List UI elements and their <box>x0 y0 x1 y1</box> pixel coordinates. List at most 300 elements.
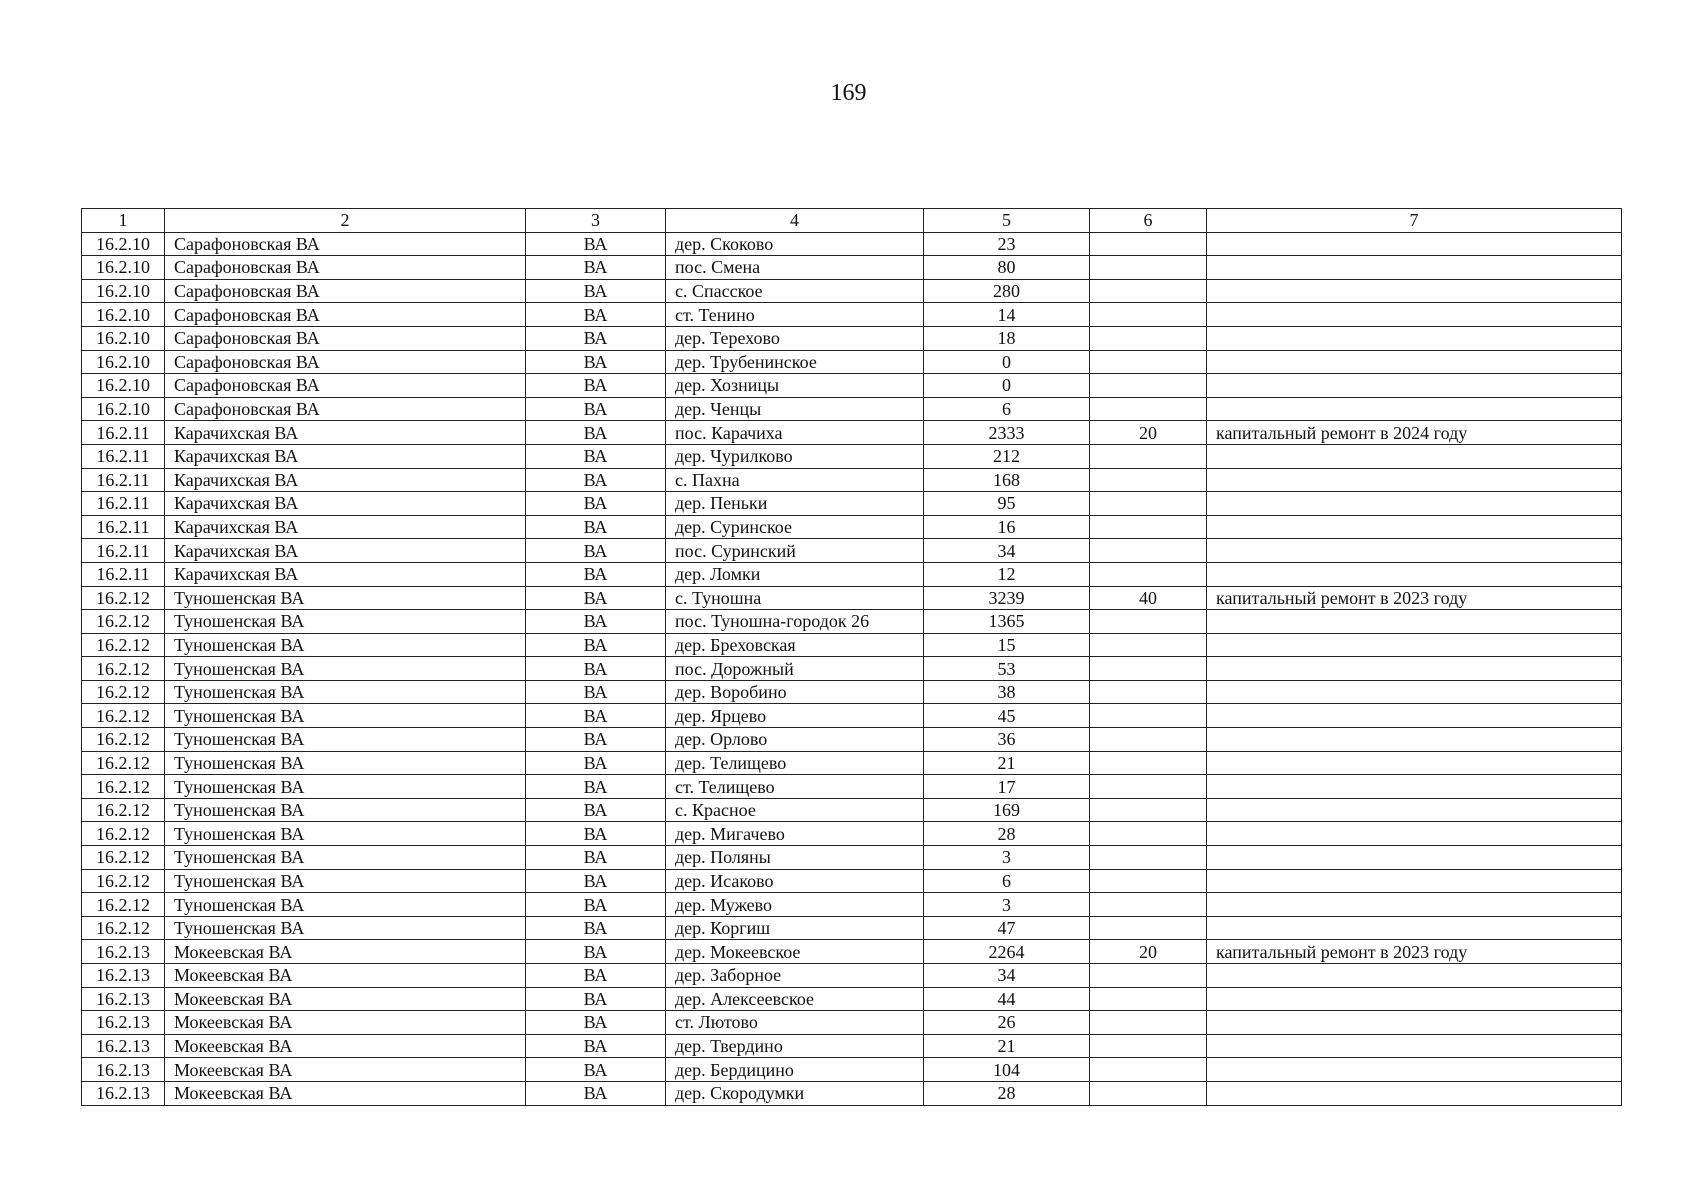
population-cell: 26 <box>924 1011 1090 1035</box>
table-row <box>82 916 1622 940</box>
settlement-cell: дер. Твердино <box>666 1034 924 1058</box>
item-code-cell: 16.2.11 <box>82 515 165 539</box>
administration-name-cell: Туношенская ВА <box>165 751 526 775</box>
settlement-cell: с. Красное <box>666 798 924 822</box>
item-code-cell: 16.2.13 <box>82 1081 165 1105</box>
settlement-cell: дер. Заборное <box>666 964 924 988</box>
value-6-cell <box>1090 987 1207 1011</box>
administration-name-cell: Сарафоновская ВА <box>165 279 526 303</box>
item-code-cell: 16.2.11 <box>82 492 165 516</box>
value-6-cell <box>1090 728 1207 752</box>
value-6-cell <box>1090 633 1207 657</box>
table-row <box>82 987 1622 1011</box>
population-cell: 0 <box>924 350 1090 374</box>
table-row <box>82 940 1622 964</box>
type-cell: ВА <box>526 893 666 917</box>
table-row <box>82 421 1622 445</box>
page-number: 169 <box>830 80 867 106</box>
population-cell: 95 <box>924 492 1090 516</box>
table-row <box>82 775 1622 799</box>
type-cell: ВА <box>526 657 666 681</box>
population-cell: 3239 <box>924 586 1090 610</box>
table-row <box>82 232 1622 256</box>
administration-name-cell: Карачихская ВА <box>165 444 526 468</box>
table-row <box>82 869 1622 893</box>
type-cell: ВА <box>526 940 666 964</box>
note-cell <box>1207 798 1622 822</box>
item-code-cell: 16.2.11 <box>82 539 165 563</box>
value-6-cell <box>1090 657 1207 681</box>
type-cell: ВА <box>526 680 666 704</box>
note-cell <box>1207 350 1622 374</box>
type-cell: ВА <box>526 1081 666 1105</box>
administration-name-cell: Карачихская ВА <box>165 468 526 492</box>
value-6-cell <box>1090 1034 1207 1058</box>
table-row <box>82 964 1622 988</box>
administration-name-cell: Мокеевская ВА <box>165 964 526 988</box>
population-cell: 34 <box>924 539 1090 563</box>
administration-name-cell: Мокеевская ВА <box>165 1058 526 1082</box>
administration-name-cell: Мокеевская ВА <box>165 1081 526 1105</box>
settlement-cell: пос. Дорожный <box>666 657 924 681</box>
value-6-cell <box>1090 704 1207 728</box>
item-code-cell: 16.2.12 <box>82 916 165 940</box>
administration-name-cell: Сарафоновская ВА <box>165 374 526 398</box>
table-row <box>82 586 1622 610</box>
population-cell: 6 <box>924 397 1090 421</box>
population-cell: 14 <box>924 303 1090 327</box>
population-cell: 45 <box>924 704 1090 728</box>
type-cell: ВА <box>526 492 666 516</box>
administration-name-cell: Туношенская ВА <box>165 869 526 893</box>
item-code-cell: 16.2.11 <box>82 562 165 586</box>
table-row <box>82 444 1622 468</box>
settlement-cell: дер. Ломки <box>666 562 924 586</box>
administration-name-cell: Сарафоновская ВА <box>165 303 526 327</box>
settlement-cell: дер. Алексеевское <box>666 987 924 1011</box>
note-cell <box>1207 279 1622 303</box>
type-cell: ВА <box>526 869 666 893</box>
note-cell <box>1207 444 1622 468</box>
population-cell: 169 <box>924 798 1090 822</box>
administration-name-cell: Мокеевская ВА <box>165 987 526 1011</box>
item-code-cell: 16.2.12 <box>82 775 165 799</box>
note-cell <box>1207 1081 1622 1105</box>
administration-name-cell: Карачихская ВА <box>165 492 526 516</box>
value-6-cell <box>1090 397 1207 421</box>
settlement-cell: дер. Скоково <box>666 232 924 256</box>
note-cell <box>1207 869 1622 893</box>
value-6-cell <box>1090 444 1207 468</box>
value-6-cell: 20 <box>1090 421 1207 445</box>
note-cell <box>1207 256 1622 280</box>
value-6-cell <box>1090 869 1207 893</box>
administration-name-cell: Сарафоновская ВА <box>165 397 526 421</box>
population-cell: 21 <box>924 751 1090 775</box>
value-6-cell <box>1090 846 1207 870</box>
item-code-cell: 16.2.12 <box>82 610 165 634</box>
column-header: 6 <box>1090 209 1207 233</box>
population-cell: 18 <box>924 326 1090 350</box>
administration-name-cell: Туношенская ВА <box>165 633 526 657</box>
settlement-cell: дер. Трубенинское <box>666 350 924 374</box>
table-row <box>82 562 1622 586</box>
column-header: 4 <box>666 209 924 233</box>
settlement-cell: дер. Мигачево <box>666 822 924 846</box>
administration-name-cell: Сарафоновская ВА <box>165 326 526 350</box>
value-6-cell <box>1090 1081 1207 1105</box>
administration-name-cell: Туношенская ВА <box>165 916 526 940</box>
item-code-cell: 16.2.11 <box>82 444 165 468</box>
value-6-cell <box>1090 1011 1207 1035</box>
table-row <box>82 728 1622 752</box>
note-cell <box>1207 562 1622 586</box>
column-header: 7 <box>1207 209 1622 233</box>
table-row <box>82 256 1622 280</box>
administration-name-cell: Карачихская ВА <box>165 562 526 586</box>
item-code-cell: 16.2.12 <box>82 633 165 657</box>
note-cell <box>1207 397 1622 421</box>
settlement-cell: дер. Ярцево <box>666 704 924 728</box>
population-cell: 2333 <box>924 421 1090 445</box>
note-cell <box>1207 232 1622 256</box>
type-cell: ВА <box>526 775 666 799</box>
settlement-cell: дер. Суринское <box>666 515 924 539</box>
settlement-cell: с. Спасское <box>666 279 924 303</box>
value-6-cell <box>1090 303 1207 327</box>
value-6-cell <box>1090 562 1207 586</box>
settlement-cell: пос. Туношна-городок 26 <box>666 610 924 634</box>
column-header: 5 <box>924 209 1090 233</box>
item-code-cell: 16.2.12 <box>82 893 165 917</box>
value-6-cell <box>1090 539 1207 563</box>
table-row <box>82 680 1622 704</box>
item-code-cell: 16.2.10 <box>82 397 165 421</box>
population-cell: 0 <box>924 374 1090 398</box>
type-cell: ВА <box>526 468 666 492</box>
column-header: 3 <box>526 209 666 233</box>
item-code-cell: 16.2.10 <box>82 374 165 398</box>
settlement-cell: ст. Телищево <box>666 775 924 799</box>
note-cell <box>1207 728 1622 752</box>
value-6-cell <box>1090 232 1207 256</box>
type-cell: ВА <box>526 1058 666 1082</box>
note-cell <box>1207 680 1622 704</box>
value-6-cell <box>1090 798 1207 822</box>
note-cell <box>1207 1011 1622 1035</box>
type-cell: ВА <box>526 822 666 846</box>
administration-name-cell: Туношенская ВА <box>165 846 526 870</box>
item-code-cell: 16.2.13 <box>82 1058 165 1082</box>
type-cell: ВА <box>526 987 666 1011</box>
type-cell: ВА <box>526 728 666 752</box>
item-code-cell: 16.2.12 <box>82 586 165 610</box>
settlement-cell: дер. Мужево <box>666 893 924 917</box>
population-cell: 15 <box>924 633 1090 657</box>
item-code-cell: 16.2.12 <box>82 680 165 704</box>
value-6-cell <box>1090 374 1207 398</box>
population-cell: 47 <box>924 916 1090 940</box>
settlement-cell: дер. Коргиш <box>666 916 924 940</box>
type-cell: ВА <box>526 704 666 728</box>
note-cell <box>1207 326 1622 350</box>
administration-name-cell: Сарафоновская ВА <box>165 232 526 256</box>
item-code-cell: 16.2.11 <box>82 468 165 492</box>
administration-name-cell: Сарафоновская ВА <box>165 350 526 374</box>
value-6-cell: 20 <box>1090 940 1207 964</box>
type-cell: ВА <box>526 326 666 350</box>
item-code-cell: 16.2.12 <box>82 798 165 822</box>
settlement-cell: дер. Орлово <box>666 728 924 752</box>
administration-name-cell: Туношенская ВА <box>165 704 526 728</box>
population-cell: 104 <box>924 1058 1090 1082</box>
population-cell: 34 <box>924 964 1090 988</box>
population-cell: 21 <box>924 1034 1090 1058</box>
administration-name-cell: Туношенская ВА <box>165 798 526 822</box>
administration-name-cell: Туношенская ВА <box>165 775 526 799</box>
item-code-cell: 16.2.12 <box>82 657 165 681</box>
type-cell: ВА <box>526 444 666 468</box>
administration-name-cell: Мокеевская ВА <box>165 1034 526 1058</box>
settlement-cell: ст. Лютово <box>666 1011 924 1035</box>
population-cell: 17 <box>924 775 1090 799</box>
type-cell: ВА <box>526 798 666 822</box>
administration-name-cell: Карачихская ВА <box>165 539 526 563</box>
population-cell: 38 <box>924 680 1090 704</box>
settlement-cell: дер. Исаково <box>666 869 924 893</box>
value-6-cell <box>1090 680 1207 704</box>
administration-name-cell: Мокеевская ВА <box>165 940 526 964</box>
item-code-cell: 16.2.11 <box>82 421 165 445</box>
population-cell: 12 <box>924 562 1090 586</box>
note-cell <box>1207 704 1622 728</box>
type-cell: ВА <box>526 633 666 657</box>
value-6-cell <box>1090 350 1207 374</box>
type-cell: ВА <box>526 916 666 940</box>
population-cell: 80 <box>924 256 1090 280</box>
value-6-cell <box>1090 775 1207 799</box>
population-cell: 212 <box>924 444 1090 468</box>
note-cell: капитальный ремонт в 2024 году <box>1207 421 1622 445</box>
table-row <box>82 515 1622 539</box>
settlement-cell: пос. Карачиха <box>666 421 924 445</box>
item-code-cell: 16.2.13 <box>82 964 165 988</box>
note-cell <box>1207 1058 1622 1082</box>
item-code-cell: 16.2.12 <box>82 704 165 728</box>
table-row <box>82 1081 1622 1105</box>
table-row <box>82 492 1622 516</box>
note-cell <box>1207 515 1622 539</box>
settlement-cell: дер. Чурилково <box>666 444 924 468</box>
type-cell: ВА <box>526 1011 666 1035</box>
administration-name-cell: Туношенская ВА <box>165 657 526 681</box>
note-cell <box>1207 964 1622 988</box>
population-cell: 23 <box>924 232 1090 256</box>
type-cell: ВА <box>526 256 666 280</box>
table-row <box>82 633 1622 657</box>
population-cell: 28 <box>924 822 1090 846</box>
table-row <box>82 326 1622 350</box>
type-cell: ВА <box>526 303 666 327</box>
column-header: 2 <box>165 209 526 233</box>
table-row <box>82 798 1622 822</box>
note-cell <box>1207 916 1622 940</box>
table-row <box>82 1058 1622 1082</box>
administration-name-cell: Туношенская ВА <box>165 822 526 846</box>
note-cell: капитальный ремонт в 2023 году <box>1207 586 1622 610</box>
note-cell <box>1207 468 1622 492</box>
value-6-cell: 40 <box>1090 586 1207 610</box>
note-cell <box>1207 633 1622 657</box>
type-cell: ВА <box>526 421 666 445</box>
item-code-cell: 16.2.12 <box>82 869 165 893</box>
value-6-cell <box>1090 279 1207 303</box>
item-code-cell: 16.2.10 <box>82 350 165 374</box>
note-cell <box>1207 657 1622 681</box>
settlement-cell: дер. Телищево <box>666 751 924 775</box>
note-cell <box>1207 987 1622 1011</box>
population-cell: 53 <box>924 657 1090 681</box>
settlement-cell: дер. Хозницы <box>666 374 924 398</box>
value-6-cell <box>1090 1058 1207 1082</box>
item-code-cell: 16.2.10 <box>82 256 165 280</box>
table-row <box>82 1034 1622 1058</box>
item-code-cell: 16.2.13 <box>82 987 165 1011</box>
value-6-cell <box>1090 468 1207 492</box>
item-code-cell: 16.2.10 <box>82 303 165 327</box>
population-cell: 28 <box>924 1081 1090 1105</box>
table-row <box>82 846 1622 870</box>
population-cell: 280 <box>924 279 1090 303</box>
administration-name-cell: Туношенская ВА <box>165 610 526 634</box>
note-cell <box>1207 374 1622 398</box>
population-cell: 16 <box>924 515 1090 539</box>
settlement-cell: дер. Бреховская <box>666 633 924 657</box>
value-6-cell <box>1090 515 1207 539</box>
type-cell: ВА <box>526 539 666 563</box>
administration-name-cell: Карачихская ВА <box>165 515 526 539</box>
settlement-cell: дер. Воробино <box>666 680 924 704</box>
value-6-cell <box>1090 610 1207 634</box>
note-cell <box>1207 610 1622 634</box>
item-code-cell: 16.2.12 <box>82 822 165 846</box>
population-cell: 3 <box>924 846 1090 870</box>
table-body <box>82 232 1622 1105</box>
table-row <box>82 610 1622 634</box>
settlement-cell: дер. Пеньки <box>666 492 924 516</box>
note-cell <box>1207 846 1622 870</box>
item-code-cell: 16.2.12 <box>82 751 165 775</box>
note-cell <box>1207 492 1622 516</box>
administration-name-cell: Туношенская ВА <box>165 893 526 917</box>
type-cell: ВА <box>526 1034 666 1058</box>
administration-name-cell: Сарафоновская ВА <box>165 256 526 280</box>
settlement-cell: пос. Суринский <box>666 539 924 563</box>
type-cell: ВА <box>526 562 666 586</box>
type-cell: ВА <box>526 964 666 988</box>
population-cell: 44 <box>924 987 1090 1011</box>
value-6-cell <box>1090 326 1207 350</box>
table-row <box>82 468 1622 492</box>
settlement-cell: дер. Поляны <box>666 846 924 870</box>
note-cell <box>1207 1034 1622 1058</box>
table-row <box>82 539 1622 563</box>
table-row <box>82 822 1622 846</box>
table-header-row <box>82 209 1622 233</box>
value-6-cell <box>1090 893 1207 917</box>
value-6-cell <box>1090 916 1207 940</box>
note-cell <box>1207 539 1622 563</box>
table-row <box>82 1011 1622 1035</box>
note-cell <box>1207 893 1622 917</box>
settlement-cell: дер. Бердицино <box>666 1058 924 1082</box>
column-header: 1 <box>82 209 165 233</box>
note-cell <box>1207 751 1622 775</box>
settlement-cell: пос. Смена <box>666 256 924 280</box>
settlement-cell: дер. Скородумки <box>666 1081 924 1105</box>
note-cell: капитальный ремонт в 2023 году <box>1207 940 1622 964</box>
note-cell <box>1207 775 1622 799</box>
value-6-cell <box>1090 822 1207 846</box>
settlement-cell: дер. Терехово <box>666 326 924 350</box>
type-cell: ВА <box>526 374 666 398</box>
item-code-cell: 16.2.10 <box>82 279 165 303</box>
settlement-cell: дер. Мокеевское <box>666 940 924 964</box>
administration-name-cell: Карачихская ВА <box>165 421 526 445</box>
population-cell: 3 <box>924 893 1090 917</box>
table-row <box>82 657 1622 681</box>
note-cell <box>1207 303 1622 327</box>
type-cell: ВА <box>526 610 666 634</box>
document-table <box>81 208 1622 1106</box>
administration-name-cell: Туношенская ВА <box>165 680 526 704</box>
item-code-cell: 16.2.12 <box>82 728 165 752</box>
item-code-cell: 16.2.10 <box>82 326 165 350</box>
type-cell: ВА <box>526 350 666 374</box>
table-row <box>82 303 1622 327</box>
note-cell <box>1207 822 1622 846</box>
item-code-cell: 16.2.13 <box>82 940 165 964</box>
type-cell: ВА <box>526 515 666 539</box>
administration-name-cell: Туношенская ВА <box>165 728 526 752</box>
type-cell: ВА <box>526 232 666 256</box>
population-cell: 2264 <box>924 940 1090 964</box>
population-cell: 1365 <box>924 610 1090 634</box>
item-code-cell: 16.2.13 <box>82 1034 165 1058</box>
type-cell: ВА <box>526 279 666 303</box>
value-6-cell <box>1090 751 1207 775</box>
table-row <box>82 374 1622 398</box>
administration-name-cell: Мокеевская ВА <box>165 1011 526 1035</box>
population-cell: 168 <box>924 468 1090 492</box>
type-cell: ВА <box>526 586 666 610</box>
table-row <box>82 751 1622 775</box>
settlement-cell: с. Пахна <box>666 468 924 492</box>
settlement-cell: с. Туношна <box>666 586 924 610</box>
value-6-cell <box>1090 964 1207 988</box>
type-cell: ВА <box>526 846 666 870</box>
population-cell: 36 <box>924 728 1090 752</box>
value-6-cell <box>1090 256 1207 280</box>
settlement-cell: ст. Тенино <box>666 303 924 327</box>
type-cell: ВА <box>526 397 666 421</box>
table-row <box>82 397 1622 421</box>
item-code-cell: 16.2.13 <box>82 1011 165 1035</box>
item-code-cell: 16.2.10 <box>82 232 165 256</box>
administration-name-cell: Туношенская ВА <box>165 586 526 610</box>
value-6-cell <box>1090 492 1207 516</box>
settlement-cell: дер. Ченцы <box>666 397 924 421</box>
